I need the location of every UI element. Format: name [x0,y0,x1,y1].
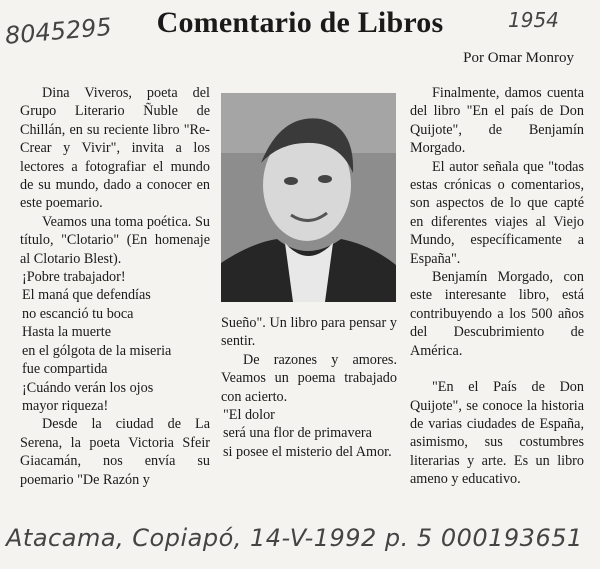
article-paragraph: Finalmente, damos cuenta del libro "En el país de Don Quijote", de Benjamín Morgado. [410,85,584,157]
article-byline: Por Omar Monroy [463,50,574,66]
article-paragraph: El autor señala que "todas estas crónicas o comentarios, son aspectos de lo que capté en diferentes viajes al Viejo Mundo, específicamente a España". [410,158,584,267]
poem-line: mayor riqueza! [22,397,109,414]
poem-line: Hasta la muerte [22,324,112,341]
article-paragraph: Benjamín Morgado, con este interesante libro, está contribuyendo a los 500 años del Descubrimiento de América. [410,269,584,359]
portrait-photo-icon [221,93,396,302]
article-column-3 [410,84,584,489]
poem-line: ¡Cuándo verán los ojos [22,379,154,396]
poem-line: "El dolor [223,407,275,424]
article-paragraph: Sueño". Un libro para pensar y sentir. [221,315,397,350]
poem-line: fue compartida [22,361,108,378]
paragraph-gap [410,360,584,378]
article-paragraph: Veamos una toma poética. Su título, "Clotario" (En homenaje al Clotario Blest). [20,213,210,267]
handwritten-source-note: Atacama, Copiapó, 14-V-1992 p. 5 000193651 [6,524,583,552]
poem-line: en el gólgota de la miseria [22,342,172,359]
article-paragraph: Desde la ciudad de La Serena, la poeta Victoria Sfeir Giacamán, nos envía su poemario "De Razón y [20,416,210,488]
handwritten-reference-number: 8045295 [3,12,113,50]
poem-line: ¡Pobre trabajador! [22,269,126,286]
article-paragraph: "En el País de Don Quijote", se conoce la historia de varias ciudades de España, asimismo, sus costumbres literarias y arte. Es un libro ameno y educativo. [410,379,584,488]
article-column-1 [20,84,210,489]
handwritten-year: 1954 [508,8,559,32]
poem-line: si posee el misterio del Amor. [223,443,392,460]
article-column-2 [221,314,397,461]
article-title: Comentario de Libros [156,6,444,39]
article-paragraph: Dina Viveros, poeta del Grupo Literario Ñuble de Chillán, en su reciente libro "Re-Crear y Vivir", invita a los lectores a fotografiar el mundo de su mundo, dado a conocer en este poemario. [20,85,210,212]
article-paragraph: De razones y amores. Veamos un poema trabajado con acierto. [221,351,397,405]
poem-line: El maná que defendías [22,287,151,304]
poem-line: será una flor de primavera [223,425,372,442]
poem-line: no escanció tu boca [22,305,134,322]
author-portrait-photo [221,93,396,302]
